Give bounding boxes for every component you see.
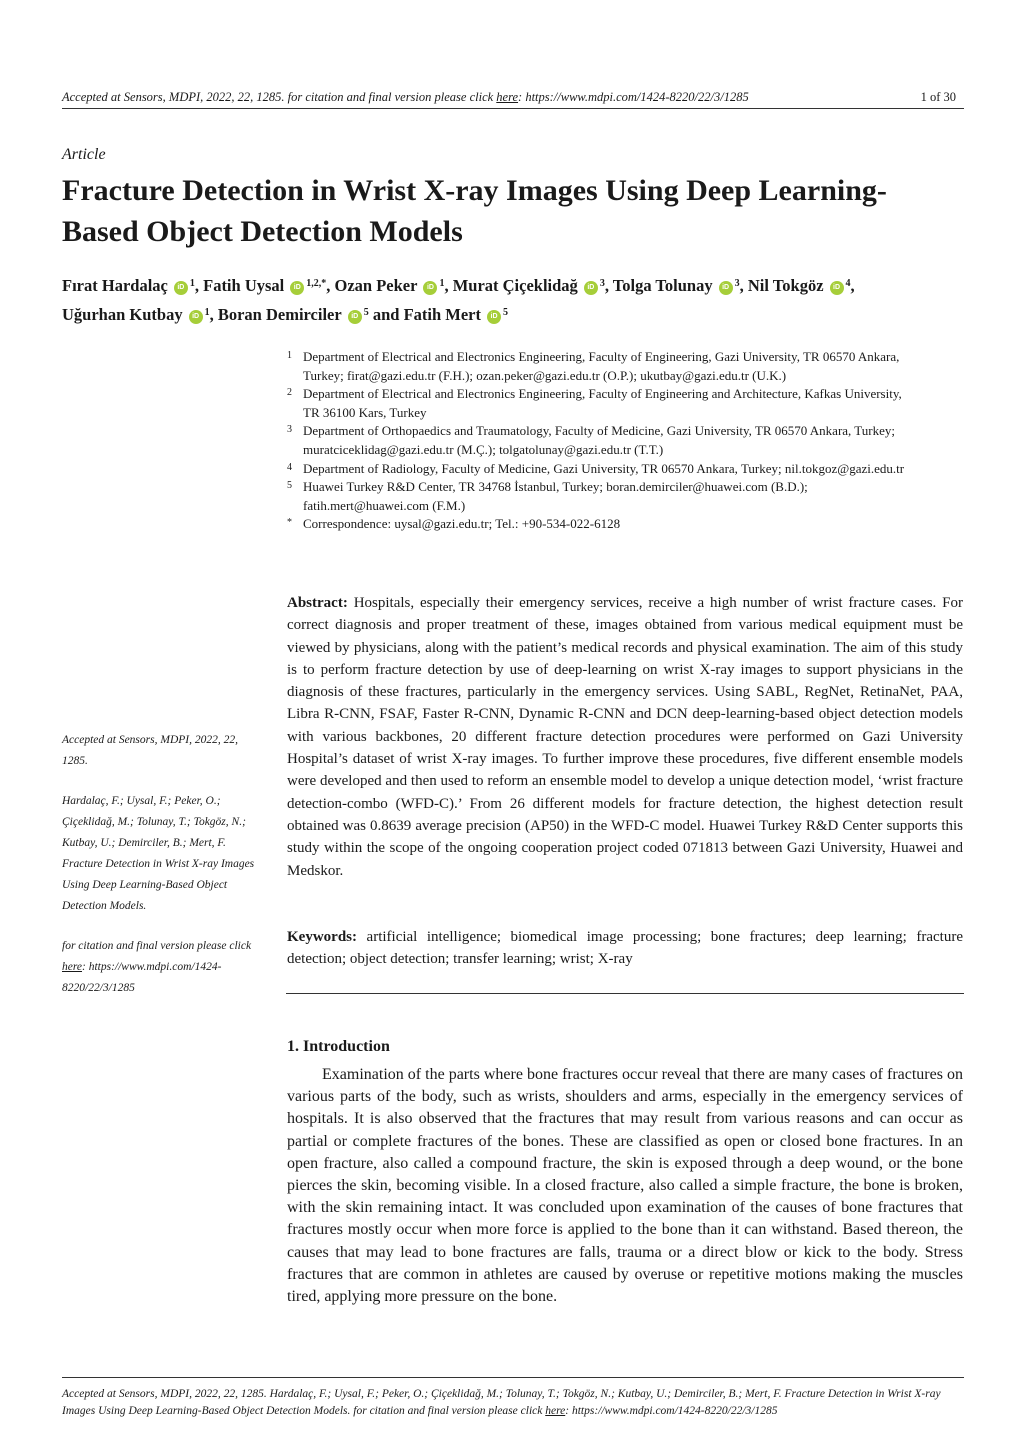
orcid-icon[interactable]: iD xyxy=(423,281,437,295)
orcid-icon[interactable]: iD xyxy=(830,281,844,295)
orcid-icon[interactable]: iD xyxy=(189,310,203,324)
correspondence: * Correspondence: uysal@gazi.edu.tr; Tel.: +90-534-022-6128 xyxy=(287,516,621,532)
sidebar-reference: Hardalaç, F.; Uysal, F.; Peker, O.; Çiçeklidağ, M.; Tolunay, T.; Tokgöz, N.; Kutbay, U.; Demirciler, B.; Mert, F. Fracture Detection in Wrist X-ray Images Using Deep Learning-Based Object Detection Models. xyxy=(62,795,255,912)
keywords-text: artificial intelligence; biomedical image processing; bone fractures; deep learning; fracture detection; object detection; transfer learning; wrist; X-ray xyxy=(287,929,963,968)
author: Fırat Hardalaç xyxy=(62,276,168,295)
keywords xyxy=(287,926,963,971)
author: Nil Tokgöz xyxy=(747,276,824,295)
orcid-icon[interactable]: iD xyxy=(719,281,733,295)
page-number: 1 of 30 xyxy=(920,90,956,104)
author: Fatih Mert xyxy=(403,305,481,324)
affiliation: 3 Department of Orthopaedics and Traumatology, Faculty of Medicine, Gazi University, TR 06570 Ankara, Turkey; muratciceklidag@gazi.edu.tr (M.Ç.); tolgatolunay@gazi.edu.tr (T.T.) xyxy=(287,423,896,457)
footer-divider xyxy=(62,1377,964,1378)
orcid-icon[interactable]: iD xyxy=(290,281,304,295)
affiliation: 1 Department of Electrical and Electronics Engineering, Faculty of Engineering, Gazi University, TR 06570 Ankara, Turkey; firat@gazi.edu.tr (F.H.); ozan.peker@gazi.edu.tr (O.P.); ukutbay@gazi.edu.tr (U.K.) xyxy=(287,349,900,383)
orcid-icon[interactable]: iD xyxy=(174,281,188,295)
header-url: : https://www.mdpi.com/1424-8220/22/3/1285 xyxy=(518,90,749,104)
sidebar-citation xyxy=(62,730,262,1018)
abstract xyxy=(287,592,963,882)
orcid-icon[interactable]: iD xyxy=(487,310,501,324)
intro-paragraph: Examination of the parts where bone fractures occur reveal that there are many cases of fractures on various parts of the body, such as wrists, shoulders and arms, especially in the emergency services of hospitals. It is also observed that the fractures that may result from various reasons and can occur as partial or complete fractures of the bones. These are classified as open or closed bone fractures. In an open fracture, also called a compound fracture, the skin is exposed through a deep wound, or the bone pierces the skin, becoming visible. In a closed fracture, also called a simple fracture, the bone is broken, with the skin remaining intact. It was concluded upon examination of the causes of bone fractures that fractures mostly occur when more force is applied to the bone than it can withstand. Based thereon, the causes that may lead to bone fractures are falls, trauma or a direct blow or kick to the body. Stress fractures that are common in athletes are caused by overuse or repetitive motions making the muscles tired, applying more pressure on the bone. xyxy=(287,1066,963,1306)
affiliation: 2 Department of Electrical and Electronics Engineering, Faculty of Engineering and Architecture, Kafkas University, TR 36100 Kars, Turkey xyxy=(287,386,902,420)
sidebar-link[interactable]: here xyxy=(62,961,83,973)
affiliation: 4 Department of Radiology, Faculty of Medicine, Gazi University, TR 06570 Ankara, Turkey; nil.tokgoz@gazi.edu.tr xyxy=(287,460,905,476)
author-list: Fırat Hardalaç iD $^1$, Fatih Uysal iD $^{1,2,*}$, Ozan Peker iD $^1$, Murat Çiçeklidağ iD $^3$, Tolga Tolunay iD $^3$, Nil Tokgöz iD $^4$, Uğurhan Kutbay iD $^1$, Boran Demirciler iD $^5$ and Fatih Mert iD $^5$ xyxy=(62,276,855,324)
article-type: Article xyxy=(62,146,106,163)
abstract-label: Abstract: xyxy=(287,595,348,611)
author: Murat Çiçeklidağ xyxy=(452,276,578,295)
orcid-icon[interactable]: iD xyxy=(348,310,362,324)
sidebar-accepted: Accepted at Sensors, MDPI, 2022, 22, 1285. xyxy=(62,734,238,767)
author: Fatih Uysal xyxy=(203,276,285,295)
page-footer: Accepted at Sensors, MDPI, 2022, 22, 1285. Hardalaç, F.; Uysal, F.; Peker, O.; Çiçeklidağ, M.; Tolunay, T.; Tokgöz, N.; Kutbay, U.; Demirciler, B.; Mert, F. Fracture Detection in Wrist X-ray Images Using Deep Learning-Based Object Detection Models. for citation and final version please click here: https://www.mdpi.com/1424-8220/22/3/1285 xyxy=(62,1388,941,1417)
affiliations xyxy=(287,348,907,534)
running-header xyxy=(62,90,964,109)
affiliation: 5 Huawei Turkey R&D Center, TR 34768 İstanbul, Turkey; boran.demirciler@huawei.com (B.D.); fatih.mert@huawei.com (F.M.) xyxy=(287,479,808,513)
header-link[interactable]: here xyxy=(496,90,519,104)
orcid-icon[interactable]: iD xyxy=(584,281,598,295)
paper-title: Fracture Detection in Wrist X-ray Images Using Deep Learning-Based Object Detection Models xyxy=(62,174,887,248)
divider xyxy=(286,993,964,994)
abstract-text: Hospitals, especially their emergency services, receive a high number of wrist fracture cases. For correct diagnosis and proper treatment of these, images obtained from various medical equipment must be viewed by physicians, along with the patient’s medical records and physical examination. The aim of this study is to perform fracture detection by use of deep-learning on wrist X-ray images to support physicians in the diagnosis of these fractures, particularly in the emergency services. Using SABL, RegNet, RetinaNet, PAA, Libra R-CNN, FSAF, Faster R-CNN, Dynamic R-CNN and DCN deep-learning-based object detection models with various backbones, 20 different fracture detection procedures were performed on Gazi University Hospital’s dataset of wrist X-ray images. To further improve these procedures, five different ensemble models were developed and then used to reform an ensemble model to develop a unique detection model, ‘wrist fracture detection-combo (WFD-C).’ From 26 different models for fracture detection, the highest detection result obtained was 0.8639 average precision (AP50) in the WFD-C model. Huawei Turkey R&D Center supports this study within the scope of the ongoing cooperation project coded 071813 between Gazi University, Huawei and Medskor. xyxy=(287,595,963,879)
footer-link[interactable]: here xyxy=(545,1404,566,1417)
header-text: Accepted at Sensors, MDPI, 2022, 22, 1285. for citation and final version please click xyxy=(62,90,497,104)
section-heading: 1. Introduction xyxy=(287,1038,390,1055)
author: Ozan Peker xyxy=(334,276,418,295)
sidebar-final: for citation and final version please click here: https://www.mdpi.com/1424-8220/22/3/1285 xyxy=(62,940,252,994)
author: Tolga Tolunay xyxy=(612,276,713,295)
author: Uğurhan Kutbay xyxy=(62,305,183,324)
author: Boran Demirciler xyxy=(217,305,342,324)
keywords-label: Keywords: xyxy=(287,929,357,945)
